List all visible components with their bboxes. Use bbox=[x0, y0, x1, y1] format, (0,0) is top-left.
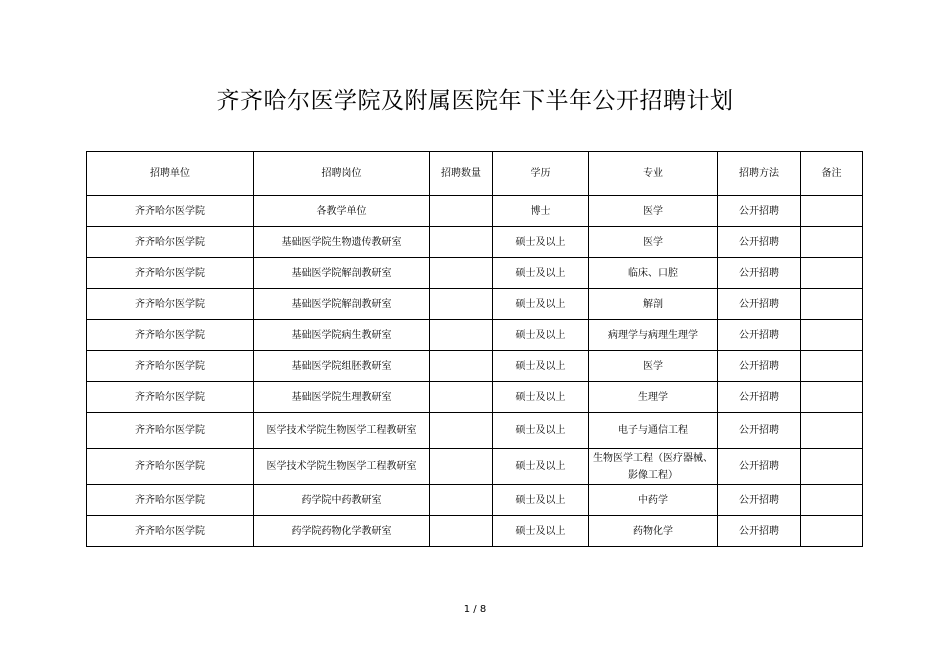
cell-quantity bbox=[430, 382, 493, 413]
cell-major: 医学 bbox=[589, 351, 718, 382]
table-row bbox=[87, 227, 863, 258]
cell-education: 硕士及以上 bbox=[493, 227, 589, 258]
column-header-position: 招聘岗位 bbox=[254, 152, 430, 196]
cell-method: 公开招聘 bbox=[718, 413, 801, 449]
cell-major: 解剖 bbox=[589, 289, 718, 320]
cell-remarks bbox=[801, 413, 863, 449]
recruitment-table bbox=[86, 151, 863, 547]
cell-remarks bbox=[801, 351, 863, 382]
cell-position: 医学技术学院生物医学工程教研室 bbox=[254, 413, 430, 449]
cell-position: 药学院中药教研室 bbox=[254, 485, 430, 516]
table-row bbox=[87, 449, 863, 485]
column-header-quantity: 招聘数量 bbox=[430, 152, 493, 196]
cell-remarks bbox=[801, 485, 863, 516]
cell-remarks bbox=[801, 289, 863, 320]
cell-unit: 齐齐哈尔医学院 bbox=[87, 227, 254, 258]
cell-method: 公开招聘 bbox=[718, 449, 801, 485]
cell-remarks bbox=[801, 516, 863, 547]
cell-education: 硕士及以上 bbox=[493, 351, 589, 382]
cell-major: 生物医学工程（医疗器械、影像工程） bbox=[589, 449, 718, 485]
cell-quantity bbox=[430, 516, 493, 547]
cell-method: 公开招聘 bbox=[718, 351, 801, 382]
cell-education: 硕士及以上 bbox=[493, 485, 589, 516]
cell-position: 各教学单位 bbox=[254, 196, 430, 227]
cell-position: 基础医学院生理教研室 bbox=[254, 382, 430, 413]
cell-quantity bbox=[430, 258, 493, 289]
table-header-row bbox=[87, 152, 863, 196]
table-row bbox=[87, 382, 863, 413]
cell-unit: 齐齐哈尔医学院 bbox=[87, 449, 254, 485]
cell-unit: 齐齐哈尔医学院 bbox=[87, 413, 254, 449]
column-header-education: 学历 bbox=[493, 152, 589, 196]
cell-unit: 齐齐哈尔医学院 bbox=[87, 196, 254, 227]
cell-quantity bbox=[430, 289, 493, 320]
cell-unit: 齐齐哈尔医学院 bbox=[87, 382, 254, 413]
cell-major: 药物化学 bbox=[589, 516, 718, 547]
cell-remarks bbox=[801, 382, 863, 413]
cell-position: 医学技术学院生物医学工程教研室 bbox=[254, 449, 430, 485]
cell-education: 硕士及以上 bbox=[493, 449, 589, 485]
cell-major: 中药学 bbox=[589, 485, 718, 516]
cell-education: 硕士及以上 bbox=[493, 413, 589, 449]
cell-remarks bbox=[801, 258, 863, 289]
cell-quantity bbox=[430, 196, 493, 227]
cell-major: 医学 bbox=[589, 196, 718, 227]
cell-quantity bbox=[430, 449, 493, 485]
cell-method: 公开招聘 bbox=[718, 320, 801, 351]
table-row bbox=[87, 413, 863, 449]
table-row bbox=[87, 516, 863, 547]
column-header-major: 专业 bbox=[589, 152, 718, 196]
cell-position: 基础医学院病生教研室 bbox=[254, 320, 430, 351]
cell-method: 公开招聘 bbox=[718, 516, 801, 547]
cell-education: 博士 bbox=[493, 196, 589, 227]
column-header-remarks: 备注 bbox=[801, 152, 863, 196]
cell-education: 硕士及以上 bbox=[493, 289, 589, 320]
cell-major: 病理学与病理生理学 bbox=[589, 320, 718, 351]
cell-position: 基础医学院生物遗传教研室 bbox=[254, 227, 430, 258]
table-row bbox=[87, 351, 863, 382]
cell-unit: 齐齐哈尔医学院 bbox=[87, 485, 254, 516]
cell-remarks bbox=[801, 196, 863, 227]
cell-education: 硕士及以上 bbox=[493, 258, 589, 289]
cell-position: 药学院药物化学教研室 bbox=[254, 516, 430, 547]
cell-remarks bbox=[801, 227, 863, 258]
cell-education: 硕士及以上 bbox=[493, 516, 589, 547]
cell-method: 公开招聘 bbox=[718, 196, 801, 227]
table-row bbox=[87, 289, 863, 320]
cell-method: 公开招聘 bbox=[718, 382, 801, 413]
cell-unit: 齐齐哈尔医学院 bbox=[87, 320, 254, 351]
cell-quantity bbox=[430, 351, 493, 382]
cell-quantity bbox=[430, 485, 493, 516]
column-header-unit: 招聘单位 bbox=[87, 152, 254, 196]
cell-remarks bbox=[801, 449, 863, 485]
cell-method: 公开招聘 bbox=[718, 289, 801, 320]
cell-education: 硕士及以上 bbox=[493, 382, 589, 413]
cell-unit: 齐齐哈尔医学院 bbox=[87, 351, 254, 382]
cell-position: 基础医学院解剖教研室 bbox=[254, 289, 430, 320]
cell-method: 公开招聘 bbox=[718, 485, 801, 516]
cell-unit: 齐齐哈尔医学院 bbox=[87, 258, 254, 289]
table-row bbox=[87, 320, 863, 351]
cell-major: 临床、口腔 bbox=[589, 258, 718, 289]
table-row bbox=[87, 258, 863, 289]
cell-education: 硕士及以上 bbox=[493, 320, 589, 351]
cell-quantity bbox=[430, 320, 493, 351]
cell-major: 电子与通信工程 bbox=[589, 413, 718, 449]
cell-method: 公开招聘 bbox=[718, 258, 801, 289]
cell-remarks bbox=[801, 320, 863, 351]
column-header-method: 招聘方法 bbox=[718, 152, 801, 196]
cell-unit: 齐齐哈尔医学院 bbox=[87, 516, 254, 547]
cell-quantity bbox=[430, 227, 493, 258]
cell-major: 生理学 bbox=[589, 382, 718, 413]
table-row bbox=[87, 196, 863, 227]
table-row bbox=[87, 485, 863, 516]
cell-position: 基础医学院组胚教研室 bbox=[254, 351, 430, 382]
cell-quantity bbox=[430, 413, 493, 449]
cell-position: 基础医学院解剖教研室 bbox=[254, 258, 430, 289]
page-title: 齐齐哈尔医学院及附属医院年下半年公开招聘计划 bbox=[216, 88, 734, 114]
cell-method: 公开招聘 bbox=[718, 227, 801, 258]
cell-major: 医学 bbox=[589, 227, 718, 258]
cell-unit: 齐齐哈尔医学院 bbox=[87, 289, 254, 320]
page-number: 1 / 8 bbox=[463, 604, 487, 615]
